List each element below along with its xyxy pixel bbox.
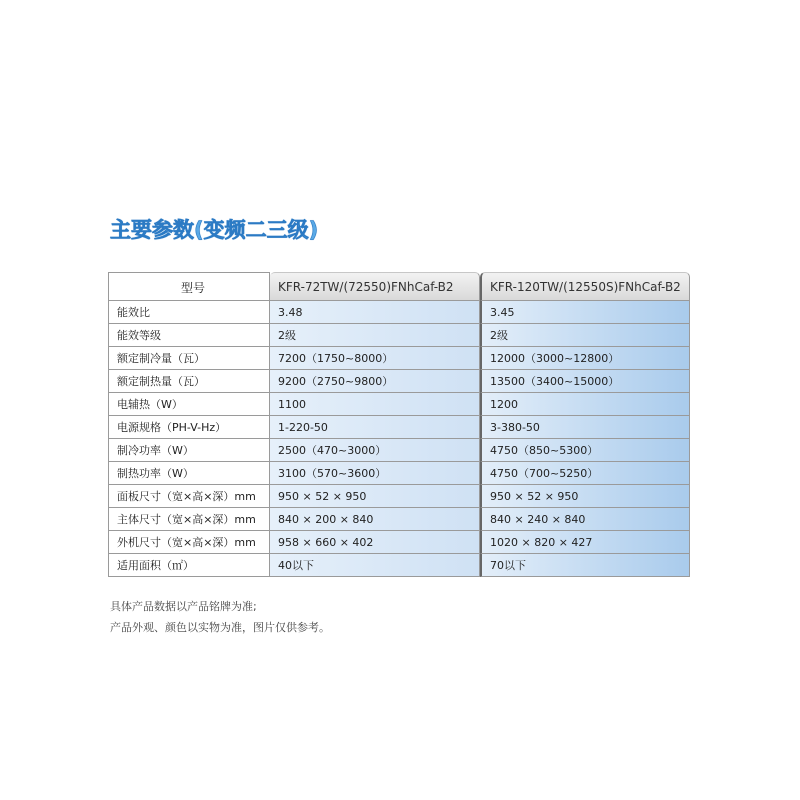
value-model-2: 840 × 240 × 840 (480, 508, 690, 531)
table-row (108, 370, 690, 393)
table-row (108, 485, 690, 508)
row-label: 电源规格（PH-V-Hz） (108, 416, 270, 439)
value-model-2: 1020 × 820 × 427 (480, 531, 690, 554)
value-model-2: 3.45 (480, 301, 690, 324)
table-row (108, 439, 690, 462)
table-row (108, 462, 690, 485)
table-row (108, 393, 690, 416)
value-model-1: 9200（2750~9800） (270, 370, 480, 393)
header-model-label: 型号 (108, 272, 270, 301)
table-row (108, 508, 690, 531)
value-model-2: 950 × 52 × 950 (480, 485, 690, 508)
value-model-1: 3100（570~3600） (270, 462, 480, 485)
value-model-1: 950 × 52 × 950 (270, 485, 480, 508)
value-model-2: 3-380-50 (480, 416, 690, 439)
table-row (108, 301, 690, 324)
table-row (108, 531, 690, 554)
row-label: 额定制冷量（瓦） (108, 347, 270, 370)
footnote-nameplate: 具体产品数据以产品铭牌为准; (110, 600, 257, 613)
footnotes (110, 596, 330, 638)
row-label: 额定制热量（瓦） (108, 370, 270, 393)
value-model-2: 12000（3000~12800） (480, 347, 690, 370)
row-label: 电辅热（W） (108, 393, 270, 416)
value-model-1: 7200（1750~8000） (270, 347, 480, 370)
value-model-2: 4750（700~5250） (480, 462, 690, 485)
value-model-1: 958 × 660 × 402 (270, 531, 480, 554)
row-label: 面板尺寸（宽×高×深）mm (108, 485, 270, 508)
header-model-2: KFR-120TW/(12550S)FNhCaf-B2 (480, 272, 690, 301)
value-model-1: 40以下 (270, 554, 480, 577)
row-label: 制热功率（W） (108, 462, 270, 485)
value-model-2: 1200 (480, 393, 690, 416)
footnote-appearance: 产品外观、颜色以实物为准，图片仅供参考。 (110, 621, 330, 634)
value-model-2: 2级 (480, 324, 690, 347)
row-label: 外机尺寸（宽×高×深）mm (108, 531, 270, 554)
value-model-1: 2500（470~3000） (270, 439, 480, 462)
value-model-1: 840 × 200 × 840 (270, 508, 480, 531)
section-title: 主要参数(变频二三级) (110, 218, 319, 242)
table-row (108, 324, 690, 347)
value-model-1: 1100 (270, 393, 480, 416)
row-label: 适用面积（㎡） (108, 554, 270, 577)
header-model-1: KFR-72TW/(72550)FNhCaf-B2 (270, 272, 480, 301)
value-model-2: 70以下 (480, 554, 690, 577)
row-label: 能效等级 (108, 324, 270, 347)
value-model-2: 4750（850~5300） (480, 439, 690, 462)
header-row (108, 272, 690, 301)
table-row (108, 554, 690, 577)
row-label: 能效比 (108, 301, 270, 324)
spec-table (108, 272, 690, 577)
value-model-1: 1-220-50 (270, 416, 480, 439)
row-label: 主体尺寸（宽×高×深）mm (108, 508, 270, 531)
table-row (108, 416, 690, 439)
value-model-1: 3.48 (270, 301, 480, 324)
value-model-2: 13500（3400~15000） (480, 370, 690, 393)
table-row (108, 347, 690, 370)
row-label: 制冷功率（W） (108, 439, 270, 462)
value-model-1: 2级 (270, 324, 480, 347)
